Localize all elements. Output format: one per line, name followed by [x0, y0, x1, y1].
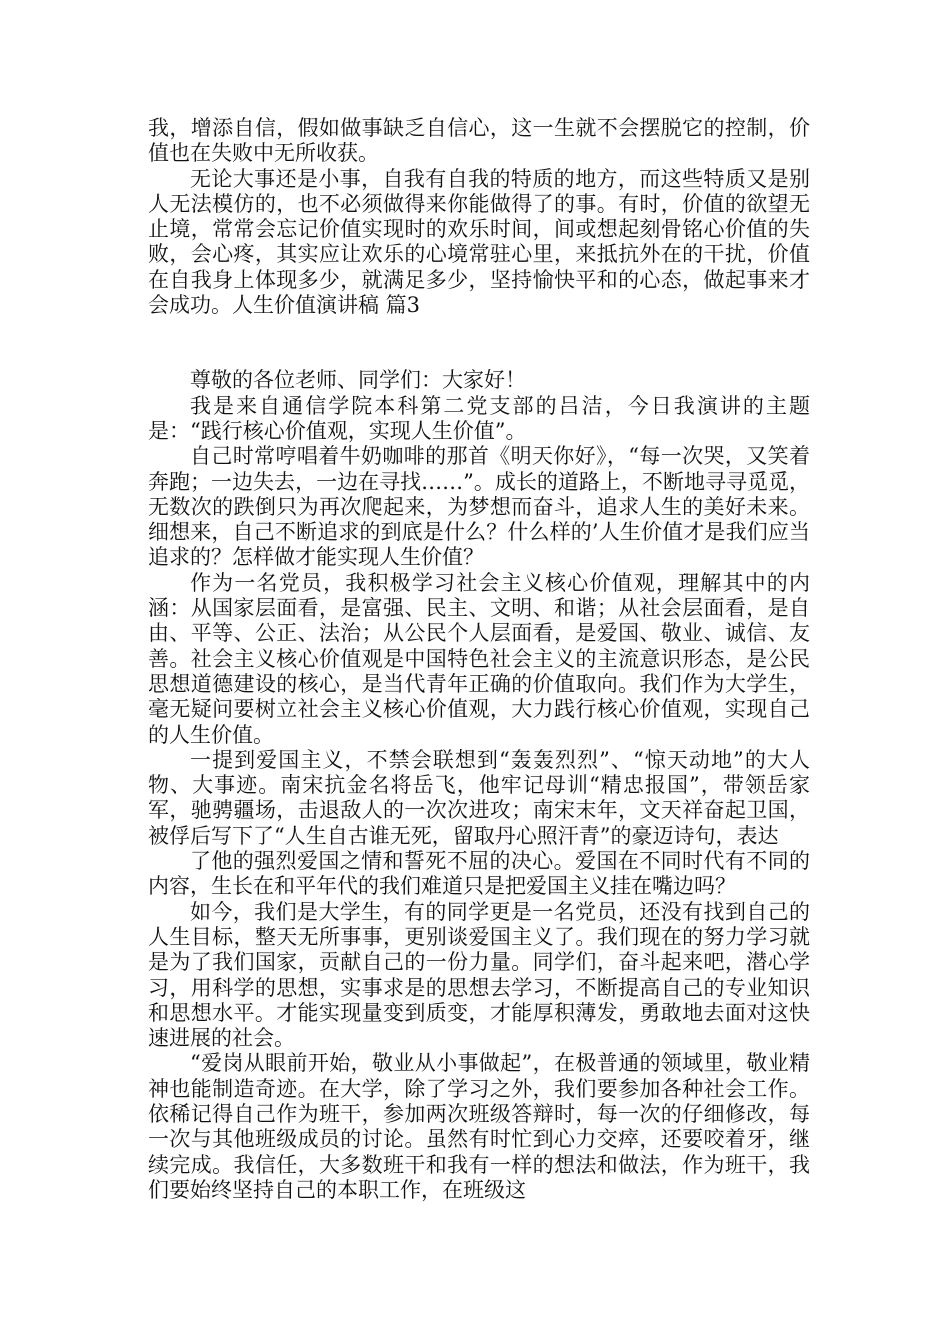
paragraph: 如今，我们是大学生，有的同学更是一名党员，还没有找到自己的人生目标，整天无所事事，更别谈爱国主义了。我们现在的努力学习就是为了我们国家，贡献自己的一份力量。同学们，奋斗起来吧，潜心学习，用科学的思想，实事求是的思想去学习，不断提高自己的专业知识和思想水平。才能实现量变到质变，才能厚积薄发，勇敢地去面对这快速进展的社会。 [148, 899, 810, 1051]
speech-greeting: 尊敬的各位老师、同学们：大家好！ [190, 368, 526, 393]
paragraph: 作为一名党员，我积极学习社会主义核心价值观，理解其中的内涵：从国家层面看，是富强、民主、文明、和谐；从社会层面看，是自由、平等、公正、法治；从公民个人层面看，是爱国、敬业、诚信、友善。社会主义核心价值观是中国特色社会主义的主流意识形态，是公民思想道德建设的核心，是当代青年正确的价值取向。我们作为大学生，毫无疑问要树立社会主义核心价值观，大力践行核心价值观，实现自己的人生价值。 [148, 570, 810, 747]
paragraph: “爱岗从眼前开始，敬业从小事做起”，在极普通的领域里，敬业精神也能制造奇迹。在大学，除了学习之外，我们要参加各种社会工作。依稀记得自己作为班干，参加两次班级答辩时，每一次的仔细修改，每一次与其他班级成员的讨论。虽然有时忙到心力交瘁，还要咬着牙，继续完成。我信任，大多数班干和我有一样的想法和做法，作为班干，我们要始终坚持自己的本职工作，在班级这 [148, 1051, 810, 1202]
document-body [148, 116, 810, 1203]
paragraph: 无论大事还是小事，自我有自我的特质的地方，而这些特质又是别人无法模仿的，也不必须做得来你能做得了的事。有时，价值的欲望无止境，常常会忘记价值实现时的欢乐时间，间或想起刻骨铭心价值的失败，会心疼，其实应让欢乐的心境常驻心里，来抵抗外在的干扰，价值在自我身上体现多少，就满足多少，坚持愉快平和的心态，做起事来才会成功。人生价值演讲稿 篇3 [148, 166, 810, 318]
paragraph: 一提到爱国主义，不禁会联想到“轰轰烈烈”、“惊天动地”的大人物、大事迹。南宋抗金名将岳飞，他牢记母训“精忠报国”，带领岳家军，驰骋疆场，击退敌人的一次次进攻；南宋末年，文天祥奋起卫国，被俘后写下了“人生自古谁无死，留取丹心照汗青”的豪迈诗句，表达 [148, 747, 810, 848]
section-spacer [148, 318, 810, 368]
paragraph: 自己时常哼唱着牛奶咖啡的那首《明天你好》，“每一次哭，又笑着奔跑；一边失去，一边在寻找……”。成长的道路上，不断地寻寻觅觅，无数次的跌倒只为再次爬起来，为梦想而奋斗，追求人生的美好未来。细想来，自己不断追求的到底是什么？什么样的’人生价值才是我们应当追求的？怎样做才能实现人生价值？ [148, 444, 810, 570]
paragraph-continuation: 我，增添自信，假如做事缺乏自信心，这一生就不会摆脱它的控制，价值也在失败中无所收获。 [148, 116, 810, 166]
paragraph: 我是来自通信学院本科第二党支部的吕洁，今日我演讲的主题是：“践行核心价值观，实现人生价值”。 [148, 393, 810, 443]
paragraph: 了他的强烈爱国之情和誓死不屈的决心。爱国在不同时代有不同的内容，生长在和平年代的我们难道只是把爱国主义挂在嘴边吗？ [148, 849, 810, 899]
